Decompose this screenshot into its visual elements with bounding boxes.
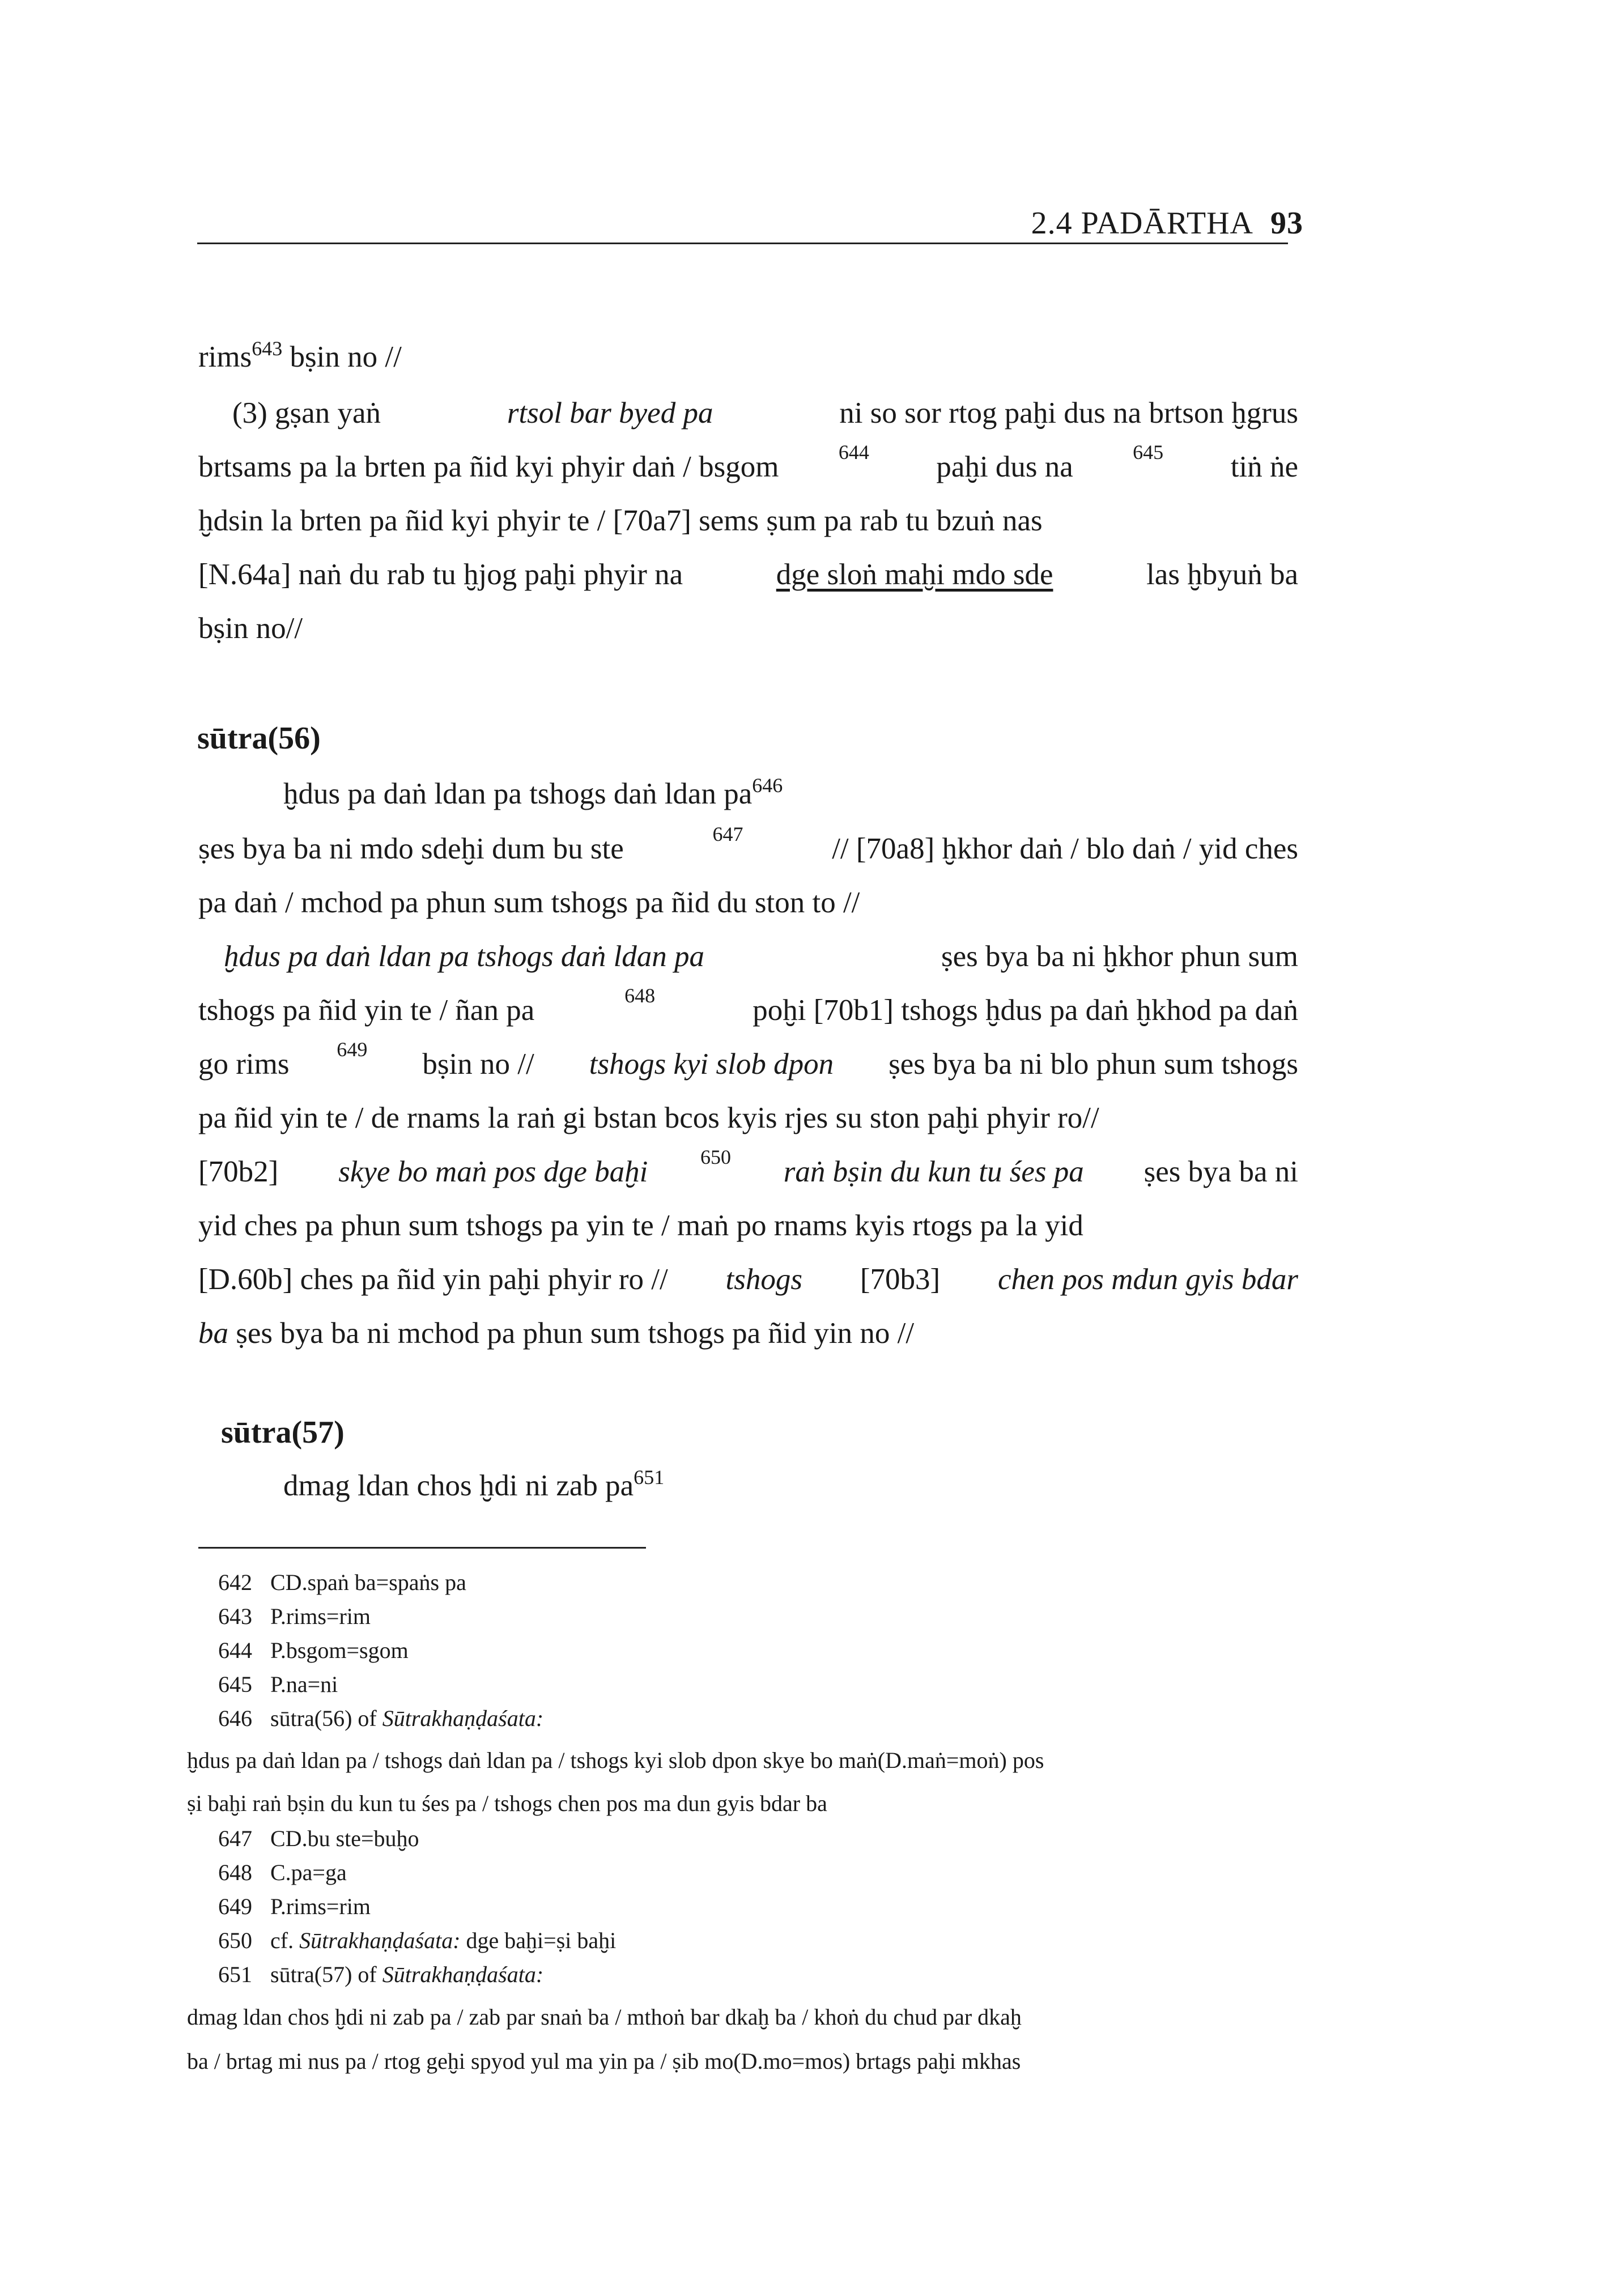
body-line: tshogs pa ñid yin te / ñan pa 648 poḫi [70b1] tshogs ḫdus pa daṅ ḫkhod pa daṅ (198, 984, 1298, 1027)
body-line: [70b2] skye bo maṅ pos dge baḫi 650 raṅ bṣin du kun tu śes pa ṣes bya ba ni (198, 1146, 1298, 1188)
footnote-quote: ba / brtag mi nus pa / rtog geḫi spyod yul ma yin pa / ṣib mo(D.mo=mos) brtags paḫi mkhas (187, 2048, 1021, 2074)
section-title: 2.4 PADĀRTHA (1031, 206, 1253, 241)
verse-line: dmag ldan chos ḫdi ni zab $pa^{651}$ (283, 1466, 665, 1502)
footnote: 643 P.rims=rim (218, 1604, 371, 1629)
body-line: (3) gṣan yaṅ rtsol bar byed pa ni so sor rtog paḫi dus na brtson ḫgrus (232, 397, 1298, 430)
footnote: 651 sūtra(57) of Sūtrakhaṇḍaśata: (218, 1962, 544, 1987)
body-line: ḫdus pa daṅ ldan pa tshogs daṅ ldan pa ṣes bya ba ni ḫkhor phun sum (224, 940, 1298, 973)
underlined-title: dge sloṅ maḫi mdo sde (776, 558, 1053, 591)
footnote: 644 P.bsgom=sgom (218, 1638, 409, 1663)
section-heading: sūtra(56) (197, 721, 321, 756)
footnote-ref: 649 (337, 1038, 368, 1061)
body-line: pa ñid yin te / de rnams la raṅ gi bstan bcos kyis rjes su ston paḫi phyir ro// (198, 1102, 1099, 1134)
footnote-quote: dmag ldan chos ḫdi ni zab pa / zab par snaṅ ba / mthoṅ bar dkaḫ ba / khoṅ du chud par dkaḫ (187, 2004, 1022, 2030)
section-heading: sūtra(57) (221, 1415, 345, 1450)
footnote-ref: 650 (700, 1146, 732, 1168)
footnote-ref: 647 (712, 823, 743, 845)
body-line: yid ches pa phun sum tshogs pa yin te / maṅ po rnams kyis rtogs pa la yid (198, 1209, 1083, 1242)
body-line: rims$^{643}$ bṣin no // (198, 337, 402, 373)
body-line: ba ṣes bya ba ni mchod pa phun sum tshogs pa ñid yin no // (198, 1317, 915, 1350)
footnote-ref: 651 (634, 1466, 665, 1489)
footnote: 649 P.rims=rim (218, 1894, 371, 1919)
footnote: 650 cf. Sūtrakhaṇḍaśata: dge baḫi=ṣi baḫi (218, 1928, 617, 1953)
footnote-ref: 645 (1133, 441, 1164, 464)
footnote-ref: 648 (624, 984, 656, 1007)
page-number: 93 (1270, 206, 1303, 241)
footnote: 648 C.pa=ga (218, 1860, 347, 1885)
verse-line: ḫdus pa daṅ ldan pa tshogs daṅ ldan $pa^{646}$ (283, 774, 783, 810)
footnote: 645 P.na=ni (218, 1672, 338, 1697)
footnote: 647 CD.bu ste=buḫo (218, 1826, 419, 1851)
body-line: bṣin no// (198, 612, 303, 645)
body-line: go rims 649 bṣin no // tshogs kyi slob dpon ṣes bya ba ni blo phun sum tshogs (198, 1038, 1298, 1081)
footnote-quote: ṣi baḫi raṅ bṣin du kun tu śes pa / tshogs chen pos ma dun gyis bdar ba (187, 1791, 827, 1816)
footnote-ref: 644 (838, 441, 869, 464)
body-line: brtsams pa la brten pa ñid kyi phyir daṅ / bsgom 644 paḫi dus na 645 tiṅ ṅe (198, 441, 1298, 483)
footnote-ref: 646 (752, 774, 783, 797)
body-line: pa daṅ / mchod pa phun sum tshogs pa ñid du ston to // (198, 886, 860, 919)
footnote: 642 CD.spaṅ ba=spaṅs pa (218, 1570, 466, 1595)
body-line: [D.60b] ches pa ñid yin paḫi phyir ro // tshogs [70b3] chen pos mdun gyis bdar (198, 1263, 1298, 1296)
footnote-ref: 643 (252, 337, 283, 360)
body-line: ṣes bya ba ni mdo sdeḫi dum bu ste 647 // [70a8] ḫkhor daṅ / blo daṅ / yid ches (198, 823, 1298, 865)
header-rule (197, 243, 1288, 244)
running-header (1031, 205, 1303, 241)
footnote-quote: ḫdus pa daṅ ldan pa / tshogs daṅ ldan pa / tshogs kyi slob dpon skye bo maṅ(D.maṅ=moṅ) pos (187, 1747, 1044, 1773)
footnote: 646 sūtra(56) of Sūtrakhaṇḍaśata: (218, 1706, 544, 1731)
body-line: ḫdsin la brten pa ñid kyi phyir te / [70a7] sems ṣum pa rab tu bzuṅ nas (198, 504, 1043, 537)
body-line: [N.64a] naṅ du rab tu ḫjog paḫi phyir na dge sloṅ maḫi mdo sde las ḫbyuṅ ba (198, 558, 1298, 591)
footnote-rule (198, 1547, 646, 1549)
